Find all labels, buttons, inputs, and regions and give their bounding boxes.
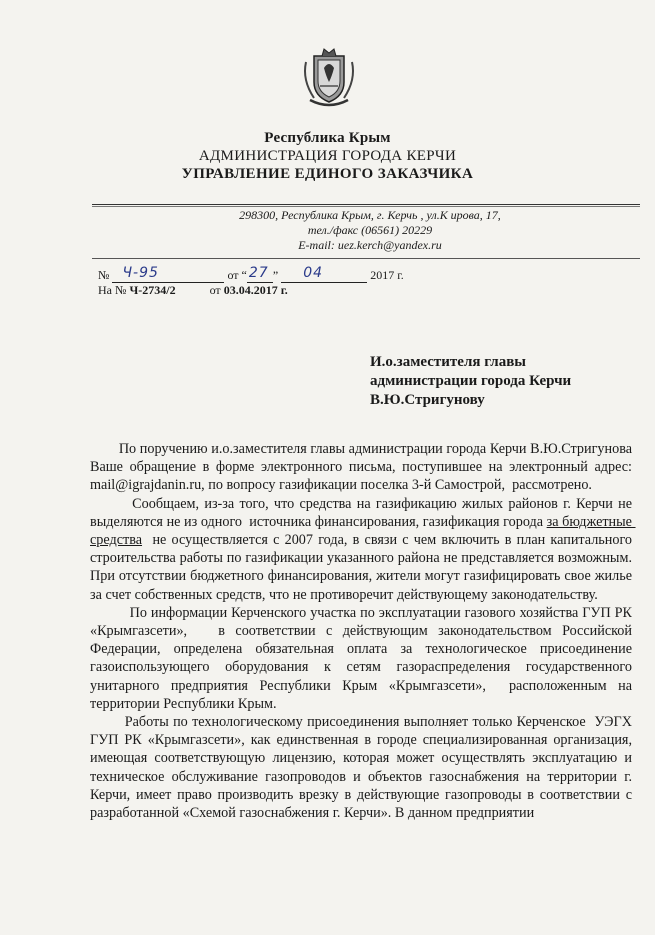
day-handwritten: 27 bbox=[248, 265, 269, 281]
paragraph-2-end: не осуществляется с 2007 года, в связи с чем включить в план капитального строительства работы по газификации указанного района не представляется возможным. При отсутствии бюджетного финансирования, жители могут газифицировать свое жилье за счет собственных средств, что не противоречит действующему законодательству. bbox=[90, 532, 643, 603]
reference-date: 03.04.2017 г. bbox=[223, 283, 288, 297]
header-department: УПРАВЛЕНИЕ ЕДИНОГО ЗАКАЗЧИКА bbox=[181, 166, 474, 182]
from-label: от bbox=[227, 268, 239, 282]
reference-number: Ч-2734/2 bbox=[129, 283, 176, 297]
reference-number-line bbox=[98, 283, 288, 298]
addressee-position: И.о.заместителя главы bbox=[370, 354, 527, 370]
month-handwritten: 04 bbox=[303, 265, 324, 281]
paragraph-2-underlined: за бюджетные средства bbox=[90, 513, 636, 549]
year-text: 2017 г. bbox=[370, 268, 404, 282]
reference-from-label: от bbox=[209, 283, 221, 297]
number-handwritten: Ч-95 bbox=[122, 265, 159, 281]
paragraph-4: Работы по технологическому присоединения выполняет только Керченское УЭГХ ГУП РК «Крымгазсети», как единственная в городе специализированная организация, имеющая соответствующую лицензию, которая может осуществлять эксплуатацию и техническое обслуживание газопроводов и объектов газоснабжения на территории г. Керчи, имеет право производить врезку в действующие газопроводы в соответствии с разработанной «Схемой газоснабжения г. Керчи». В данном предприятии bbox=[90, 714, 636, 822]
paragraph-2 bbox=[90, 495, 643, 604]
letter-body bbox=[90, 440, 643, 822]
address-phone: тел./факс (06561) 20229 bbox=[307, 223, 433, 237]
address-email: E-mail: uez.kerch@yandex.ru bbox=[298, 238, 442, 252]
day-quote-open: “ bbox=[241, 268, 247, 282]
paragraph-3: По информации Керченского участка по эксплуатации газового хозяйства ГУП РК «Крымгазсети», в соответствии с действующим законодательством Российской Федерации, определена обязательная оплата за технологическое присоединение газоиспользующего оборудования к сетям газораспределения государственного унитарного предприятия Республики Крым «Крымгазсети», расположенным на территории Республики Крым. bbox=[90, 604, 636, 712]
address-divider bbox=[92, 258, 640, 259]
coat-of-arms-icon bbox=[300, 38, 358, 108]
day-field bbox=[247, 265, 273, 283]
address-street: 298300, Республика Крым, г. Керчь , ул.К ирова, 17, bbox=[239, 208, 501, 222]
paragraph-2-start: Сообщаем, из-за того, что средства на газификацию жилых районов г. Керчи не выделяются не из одного источника финансирования, газификация города bbox=[90, 495, 636, 530]
header-administration: АДМИНИСТРАЦИЯ ГОРОДА КЕРЧИ bbox=[198, 148, 457, 164]
paragraph-1: По поручению и.о.заместителя главы администрации города Керчи В.Ю.Стригунова Ваше обращение в форме электронного письма, поступившее на электронный адрес: mail@igrajdanin.ru, по вопросу газификации поселка 3-й Самострой, рассмотрено. bbox=[90, 441, 640, 494]
number-label: № bbox=[98, 268, 110, 282]
addressee-name: В.Ю.Стригунову bbox=[370, 392, 485, 408]
day-quote-close: ” bbox=[272, 268, 279, 282]
number-field bbox=[112, 265, 224, 283]
header-republic: Республика Крым bbox=[264, 130, 391, 146]
header-divider bbox=[92, 204, 640, 205]
header-divider-thin bbox=[92, 206, 640, 207]
outgoing-number-line bbox=[98, 265, 404, 283]
reference-label: На № bbox=[98, 283, 127, 297]
addressee-organization: администрации города Керчи bbox=[370, 373, 572, 389]
month-field bbox=[281, 265, 367, 283]
